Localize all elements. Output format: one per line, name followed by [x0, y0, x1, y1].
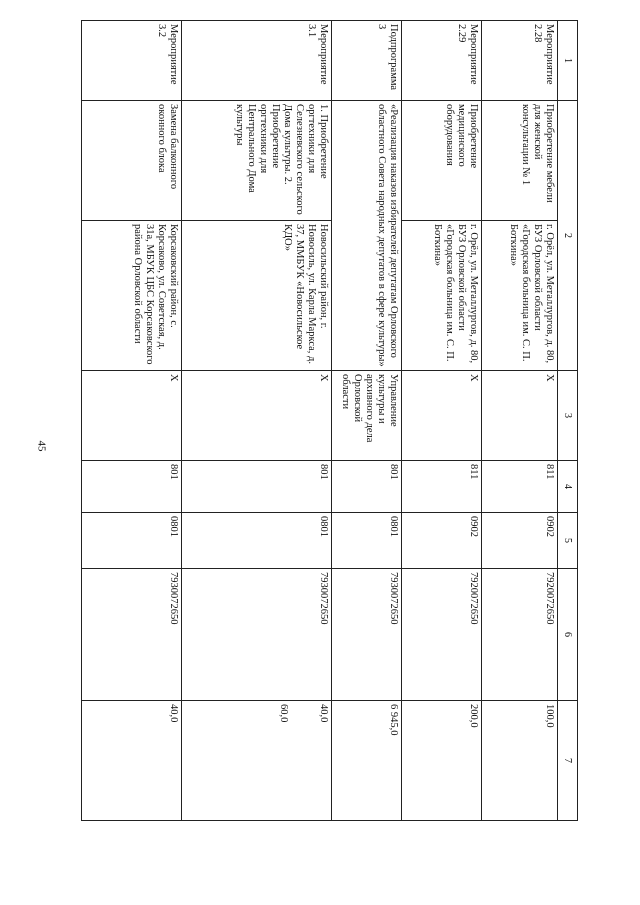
row-description: Замена балконного оконного блока — [82, 101, 182, 221]
program-table — [81, 20, 578, 821]
row-col7: 40,0 — [82, 701, 182, 821]
table-row — [332, 21, 402, 821]
table-row — [182, 21, 332, 821]
row-col3: Управление культуры и архивного дела Орловской области — [332, 371, 402, 461]
col-header-7: 7 — [558, 701, 578, 821]
row-col7: 200,0 — [402, 701, 482, 821]
row-col4: 811 — [482, 461, 558, 513]
row-col6: 7930072650 — [332, 569, 402, 701]
row-col6: 7930072650 — [182, 569, 332, 701]
col-header-3: 3 — [558, 371, 578, 461]
row-description: «Реализация наказов избирателей депутатам Орловского областного Совета народных депутатов в сфере культуры» — [332, 101, 402, 371]
row-description: 1. Приобретение оргтехники для Селезневского сельского Дома культуры. 2. Приобретение оргтехники для Центрального Дома культуры — [182, 101, 332, 221]
row-id: Мероприятие 2.28 — [482, 21, 558, 101]
row-col5: 0801 — [82, 513, 182, 569]
row-col6: 7920072650 — [482, 569, 558, 701]
table-row — [482, 21, 558, 821]
row-col5: 0801 — [332, 513, 402, 569]
row-col7 — [182, 701, 332, 821]
header-row — [558, 21, 578, 821]
row-col7: 100,0 — [482, 701, 558, 821]
col-header-5: 5 — [558, 513, 578, 569]
row-col3: Х — [182, 371, 332, 461]
row-col5: 0902 — [402, 513, 482, 569]
row-col4: 801 — [82, 461, 182, 513]
row-col4: 801 — [182, 461, 332, 513]
row-col7-value-2: 60,0 — [277, 704, 289, 723]
row-id: Подпрограмма 3 — [332, 21, 402, 101]
row-col5: 0801 — [182, 513, 332, 569]
row-col3: Х — [482, 371, 558, 461]
row-location: Корсаковский район, с. Корсаково, ул. Советская, д. 31а, МБУК ЦБС Корсаковского района Орловской области — [82, 221, 182, 371]
table-row — [82, 21, 182, 821]
row-col3: Х — [82, 371, 182, 461]
col-header-6: 6 — [558, 569, 578, 701]
row-col6: 7930072650 — [82, 569, 182, 701]
row-location: г. Орёл, ул. Металлургов, д. 80, БУЗ Орловской области «Городская больница им. С. П. Боткина» — [402, 221, 482, 371]
col-header-2: 2 — [558, 101, 578, 371]
page-number: 45 — [35, 440, 48, 452]
table-row — [402, 21, 482, 821]
row-col4: 801 — [332, 461, 402, 513]
row-id: Мероприятие 3.2 — [82, 21, 182, 101]
row-id: Мероприятие 3.1 — [182, 21, 332, 101]
row-col3: Х — [402, 371, 482, 461]
row-location: г. Орёл, ул. Металлургов, д. 80, БУЗ Орловской области «Городская больница им. С. П. Боткина» — [482, 221, 558, 371]
rotated-page — [82, 20, 578, 820]
row-col7: 6 945,0 — [332, 701, 402, 821]
col-header-4: 4 — [558, 461, 578, 513]
row-location: Новосильский район, г. Новосиль, ул. Карла Маркса, д. 37, ММБУК «Новосильское КДО» — [182, 221, 332, 371]
row-id: Мероприятие 2.29 — [402, 21, 482, 101]
row-col4: 811 — [402, 461, 482, 513]
row-description: Приобретение мебели для женской консультации № 1 — [482, 101, 558, 221]
row-description: Приобретение медицинского оборудования — [402, 101, 482, 221]
col-header-1: 1 — [558, 21, 578, 101]
row-col7-value-1: 40,0 — [318, 704, 329, 723]
row-col6: 7920072650 — [402, 569, 482, 701]
row-col5: 0902 — [482, 513, 558, 569]
